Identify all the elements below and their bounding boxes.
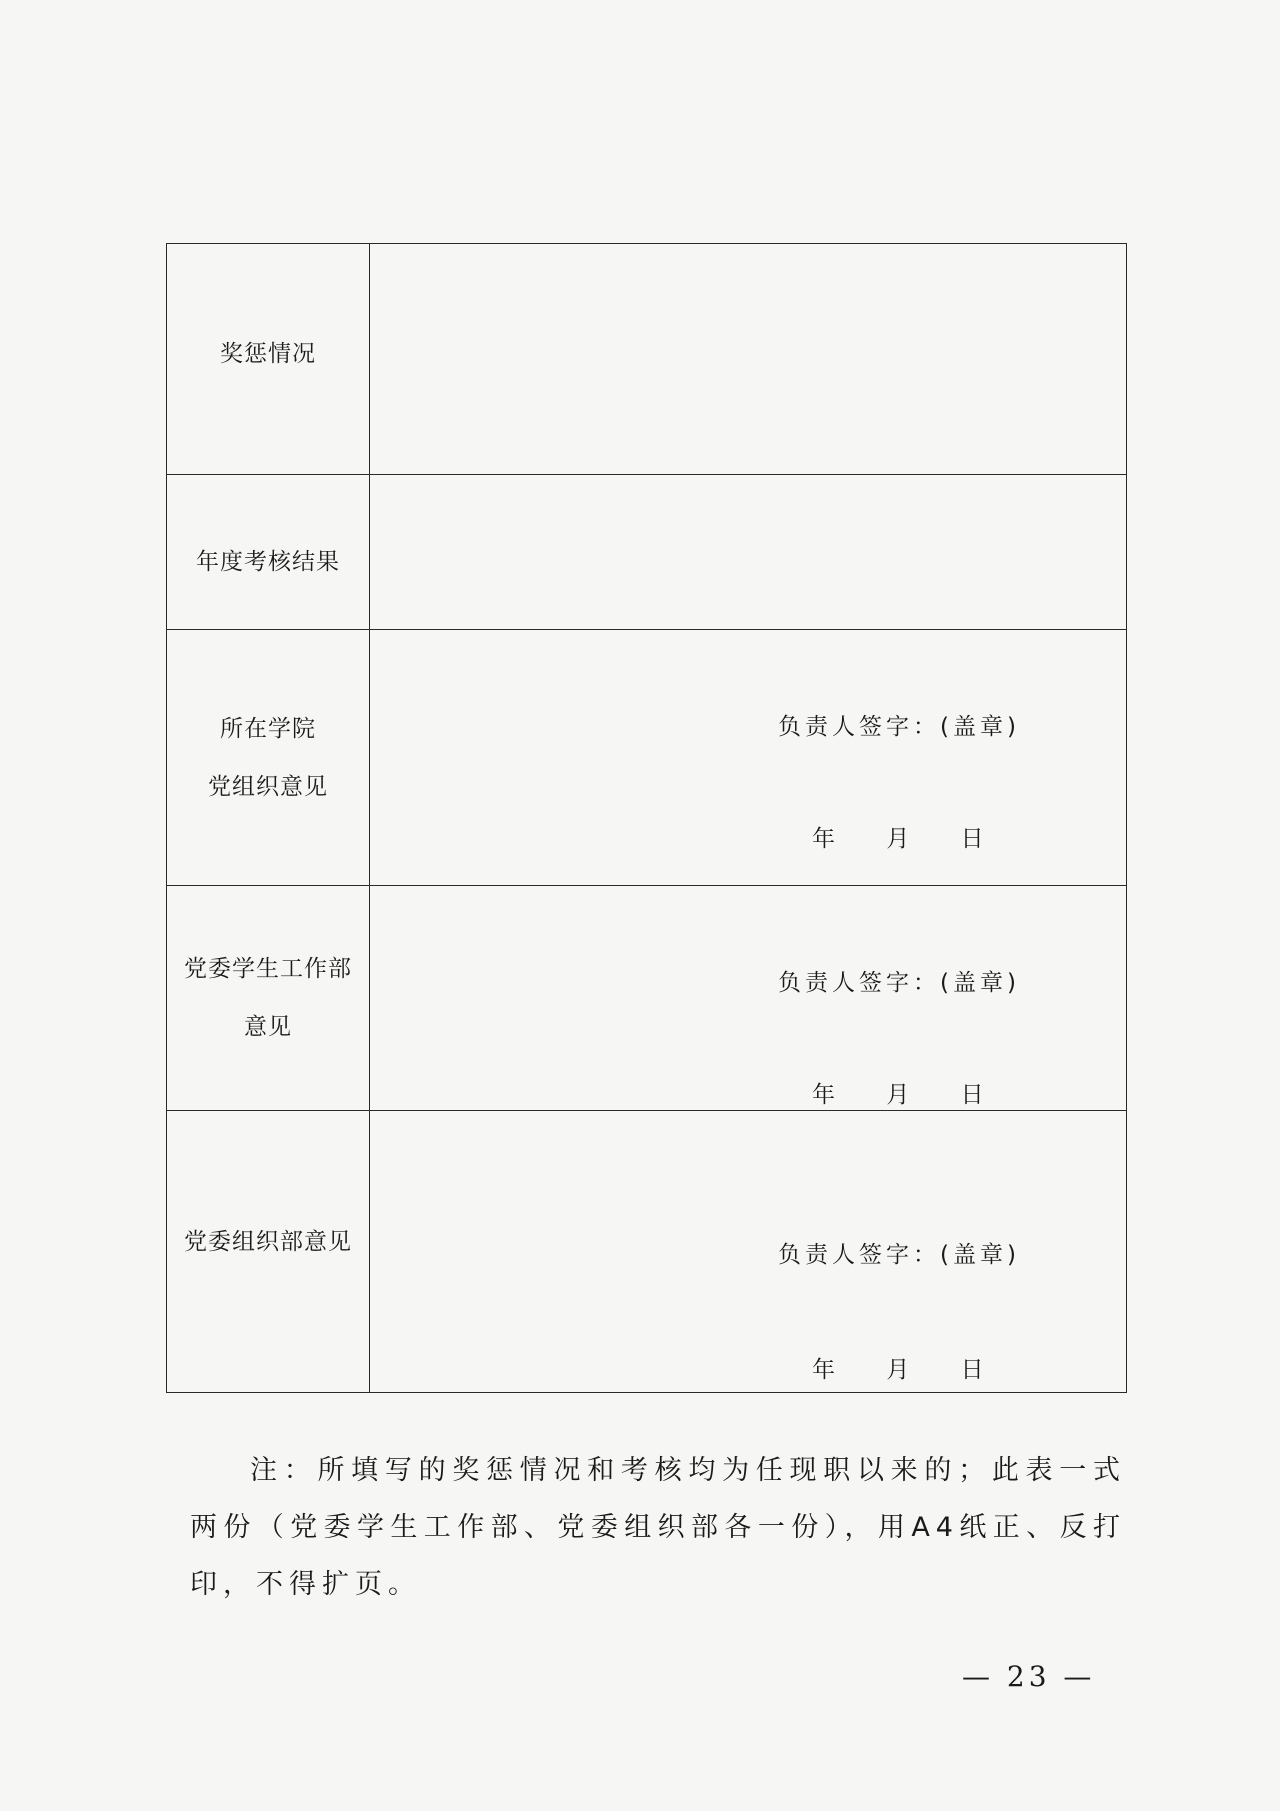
page-number: — 23 — xyxy=(962,1660,1096,1693)
date-year-label: 年 xyxy=(812,1082,835,1108)
form-row-organization-opinion xyxy=(167,1111,1127,1393)
date-month-label: 月 xyxy=(886,1357,910,1383)
signature-line: 负责人签字：(盖章) xyxy=(778,714,1020,740)
date-day-label: 日 xyxy=(960,1357,984,1383)
college-opinion-content-cell[interactable] xyxy=(370,630,1127,886)
date-year-label: 年 xyxy=(812,826,835,852)
row-label-line: 所在学院 xyxy=(220,715,316,742)
approval-form-table xyxy=(166,243,1127,1393)
row-label-line: 意见 xyxy=(244,1014,292,1040)
date-day-label: 日 xyxy=(960,826,984,852)
date-month-label: 月 xyxy=(886,826,910,852)
row-label-line: 党委组织部意见 xyxy=(184,1228,352,1255)
row-label-line: 年度考核结果 xyxy=(196,549,340,575)
annual-assessment-content-cell[interactable] xyxy=(370,475,1127,630)
date-line xyxy=(812,1076,1028,1109)
row-label-line: 党组织意见 xyxy=(208,773,328,800)
date-year-label: 年 xyxy=(812,1357,835,1383)
form-row-rewards xyxy=(167,244,1127,475)
signature-line: 负责人签字：(盖章) xyxy=(778,1242,1020,1268)
date-day-label: 日 xyxy=(960,1082,984,1108)
student-affairs-opinion-content-cell[interactable] xyxy=(370,886,1127,1111)
row-label-line: 奖惩情况 xyxy=(220,341,316,367)
form-note: 注：所填写的奖惩情况和考核均为任现职以来的；此表一式两份（党委学生工作部、党委组织部各一份），用A4纸正、反打印，不得扩页。 xyxy=(190,1455,1126,1600)
organization-opinion-content-cell[interactable] xyxy=(370,1111,1127,1393)
date-line xyxy=(812,1351,1028,1384)
row-label-annual-assessment xyxy=(167,475,370,630)
row-label-organization-opinion xyxy=(167,1111,370,1393)
form-row-annual-assessment xyxy=(167,475,1127,630)
signature-line: 负责人签字：(盖章) xyxy=(778,970,1020,996)
form-row-college-opinion xyxy=(167,630,1127,886)
date-month-label: 月 xyxy=(886,1082,910,1108)
row-label-college-opinion xyxy=(167,630,370,886)
row-label-rewards xyxy=(167,244,370,475)
rewards-content-cell[interactable] xyxy=(370,244,1127,475)
row-label-student-affairs-opinion xyxy=(167,886,370,1111)
row-label-line: 党委学生工作部 xyxy=(184,956,352,982)
form-row-student-affairs-opinion xyxy=(167,886,1127,1111)
date-line xyxy=(812,820,1028,853)
